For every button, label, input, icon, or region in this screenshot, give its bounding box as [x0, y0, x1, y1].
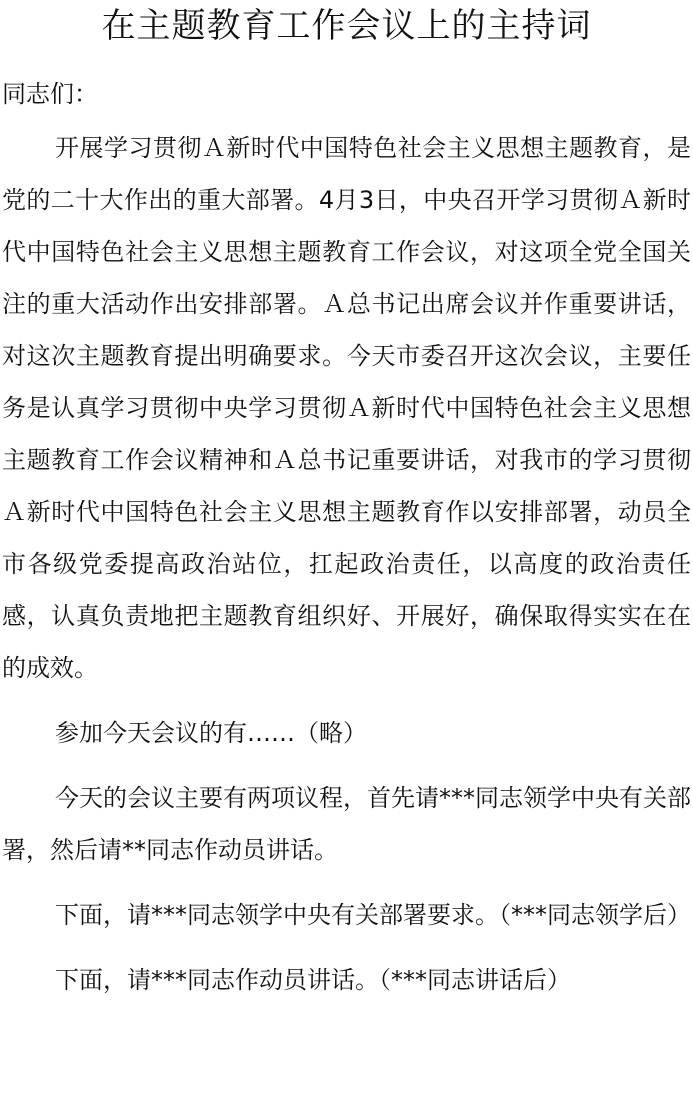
paragraph-agenda: 今天的会议主要有两项议程，首先请***同志领学中央有关部署，然后请**同志作动员讲话。: [2, 784, 691, 864]
paragraph-attendees: 参加今天会议的有……（略）: [55, 719, 367, 747]
paragraph-opening: 开展学习贯彻Ａ新时代中国特色社会主义思想主题教育，是党的二十大作出的重大部署。4月3日，中央召开学习贯彻Ａ新时代中国特色社会主义思想主题教育工作会议，对这项全党全国关注的重大活动作出安排部署。Ａ总书记出席会议并作重要讲话，对这次主题教育提出明确要求。今天市委召开这次会议，主要任务是认真学习贯彻中央学习贯彻Ａ新时代中国特色社会主义思想主题教育工作会议精神和Ａ总书记重要讲话，对我市的学习贯彻Ａ新时代中国特色社会主义思想主题教育作以安排部署，动员全市各级党委提高政治站位，扛起政治责任，以高度的政治责任感，认真负责地把主题教育组织好、开展好，确保取得实实在在的成效。: [2, 134, 691, 682]
salutation: 同志们：: [2, 80, 98, 108]
document-title: 在主题教育工作会议上的主持词: [101, 6, 592, 46]
paragraph-mobilization-speech: 下面，请***同志作动员讲话。（***同志讲话后）: [55, 966, 571, 994]
paragraph-study-session: 下面，请***同志领学中央有关部署要求。（***同志领学后）: [55, 901, 691, 929]
